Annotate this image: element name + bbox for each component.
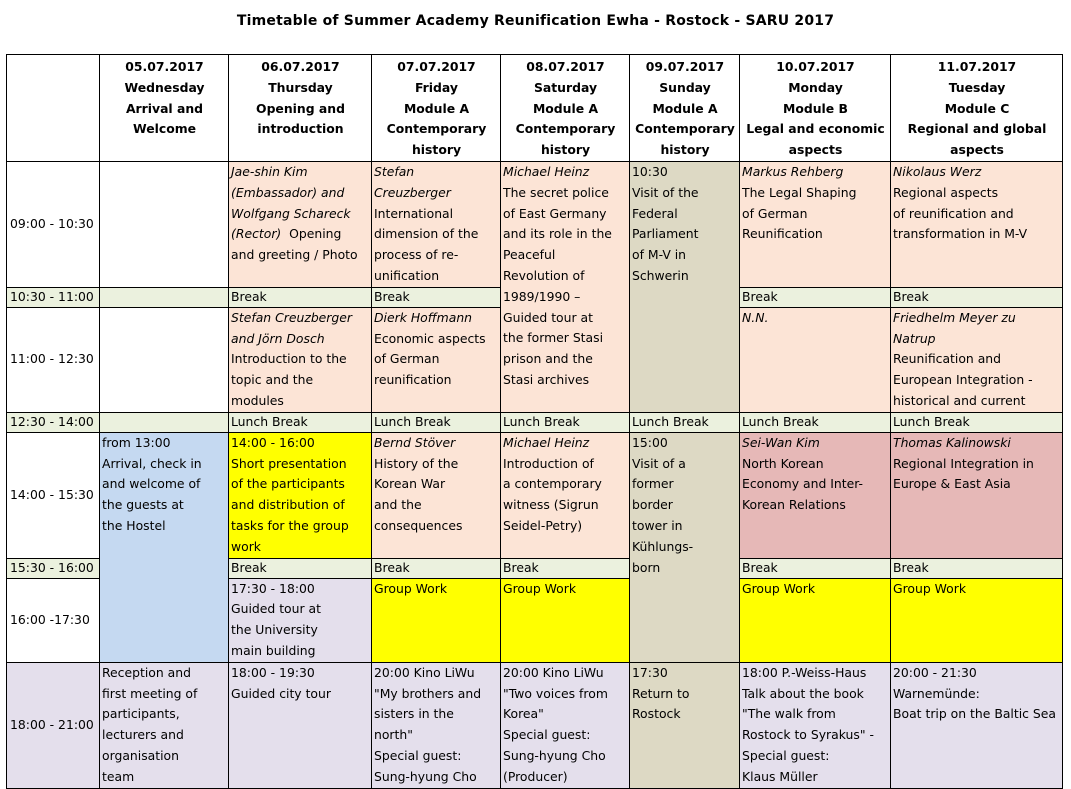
event-cell: 14:00 - 16:00 Short presentation of the participants and distribution of tasks for the group work: [229, 432, 372, 558]
day-header-mon: 10.07.2017 Monday Module B Legal and economic aspects: [740, 55, 891, 162]
break-cell: Break: [891, 558, 1063, 578]
lunch-cell: Lunch Break: [891, 412, 1063, 432]
event-cell: 20:00 Kino LiWu "My brothers and sisters in the north" Special guest: Sung-hyung Cho: [372, 662, 501, 788]
time-cell: 14:00 - 15:30: [7, 432, 100, 558]
day-header-sat: 08.07.2017 Saturday Module A Contemporary history: [501, 55, 630, 162]
table-row: [7, 432, 1063, 558]
day-header-wed: 05.07.2017 Wednesday Arrival and Welcome: [100, 55, 229, 162]
time-cell: 09:00 - 10:30: [7, 161, 100, 287]
event-cell: Stefan Creuzberger and Jörn Dosch Introduction to the topic and the modules: [229, 307, 372, 412]
event-cell: Thomas Kalinowski Regional Integration in Europe & East Asia: [891, 432, 1063, 558]
event-cell: 18:00 P.-Weiss-Haus Talk about the book "The walk from Rostock to Syrakus" - Special guest: Klaus Müller: [740, 662, 891, 788]
lunch-cell: Lunch Break: [229, 412, 372, 432]
timetable: [6, 54, 1063, 789]
event-cell: Bernd Stöver History of the Korean War and the consequences: [372, 432, 501, 558]
time-cell: 11:00 - 12:30: [7, 307, 100, 412]
empty-cell: [100, 307, 229, 412]
event-cell: Group Work: [372, 578, 501, 662]
event-cell: Group Work: [891, 578, 1063, 662]
corner-cell: [7, 55, 100, 162]
lunch-cell: Lunch Break: [630, 412, 740, 432]
event-cell: Markus Rehberg The Legal Shaping of German Reunification: [740, 161, 891, 287]
event-cell: 20:00 - 21:30 Warnemünde: Boat trip on the Baltic Sea: [891, 662, 1063, 788]
break-cell: Break: [501, 558, 630, 578]
table-row: [7, 412, 1063, 432]
table-row: [7, 161, 1063, 287]
day-header-tue: 11.07.2017 Tuesday Module C Regional and global aspects: [891, 55, 1063, 162]
event-cell: Sei-Wan Kim North Korean Economy and Inter- Korean Relations: [740, 432, 891, 558]
lunch-cell: Lunch Break: [501, 412, 630, 432]
day-header-fri: 07.07.2017 Friday Module A Contemporary history: [372, 55, 501, 162]
lunch-cell: Lunch Break: [740, 412, 891, 432]
time-cell: 18:00 - 21:00: [7, 662, 100, 788]
event-cell: 18:00 - 19:30 Guided city tour: [229, 662, 372, 788]
break-cell: [100, 287, 229, 307]
break-cell: Break: [740, 287, 891, 307]
event-cell: Michael Heinz The secret police of East Germany and its role in the Peaceful Revolution of 1989/1990 – Guided tour at the former Stasi prison and the Stasi archives: [501, 161, 630, 412]
break-cell: Break: [372, 287, 501, 307]
page-title: Timetable of Summer Academy Reunification Ewha - Rostock - SARU 2017: [236, 13, 835, 29]
event-cell: 17:30 Return to Rostock: [630, 662, 740, 788]
event-cell: Friedhelm Meyer zu Natrup Reunification and European Integration - historical and current: [891, 307, 1063, 412]
event-cell: Jae-shin Kim (Embassador) and Wolfgang Schareck (Rector) Opening and greeting / Photo: [229, 161, 372, 287]
empty-cell: [100, 161, 229, 287]
event-cell: Stefan Creuzberger International dimension of the process of re- unification: [372, 161, 501, 287]
day-header-sun: 09.07.2017 Sunday Module A Contemporary history: [630, 55, 740, 162]
table-row: [7, 662, 1063, 788]
event-cell: from 13:00 Arrival, check in and welcome of the guests at the Hostel: [100, 432, 229, 662]
time-cell: 10:30 - 11:00: [7, 287, 100, 307]
time-cell: 12:30 - 14:00: [7, 412, 100, 432]
event-cell: Michael Heinz Introduction of a contemporary witness (Sigrun Seidel-Petry): [501, 432, 630, 558]
event-cell: Reception and first meeting of participants, lecturers and organisation team: [100, 662, 229, 788]
event-cell: N.N.: [740, 307, 891, 412]
event-cell: 15:00 Visit of a former border tower in Kühlungs- born: [630, 432, 740, 662]
event-cell: Group Work: [740, 578, 891, 662]
time-cell: 16:00 -17:30: [7, 578, 100, 662]
break-cell: Break: [891, 287, 1063, 307]
break-cell: Break: [740, 558, 891, 578]
break-cell: [100, 412, 229, 432]
break-cell: Break: [372, 558, 501, 578]
event-cell: Group Work: [501, 578, 630, 662]
lunch-cell: Lunch Break: [372, 412, 501, 432]
event-cell: 17:30 - 18:00 Guided tour at the University main building: [229, 578, 372, 662]
day-header-thu: 06.07.2017 Thursday Opening and introduction: [229, 55, 372, 162]
event-cell: Dierk Hoffmann Economic aspects of German reunification: [372, 307, 501, 412]
event-cell: 10:30 Visit of the Federal Parliament of M-V in Schwerin: [630, 161, 740, 412]
event-cell: 20:00 Kino LiWu "Two voices from Korea" Special guest: Sung-hyung Cho (Producer): [501, 662, 630, 788]
event-cell: Nikolaus Werz Regional aspects of reunification and transformation in M-V: [891, 161, 1063, 287]
time-cell: 15:30 - 16:00: [7, 558, 100, 578]
break-cell: Break: [229, 558, 372, 578]
header-row: [7, 55, 1063, 162]
break-cell: Break: [229, 287, 372, 307]
